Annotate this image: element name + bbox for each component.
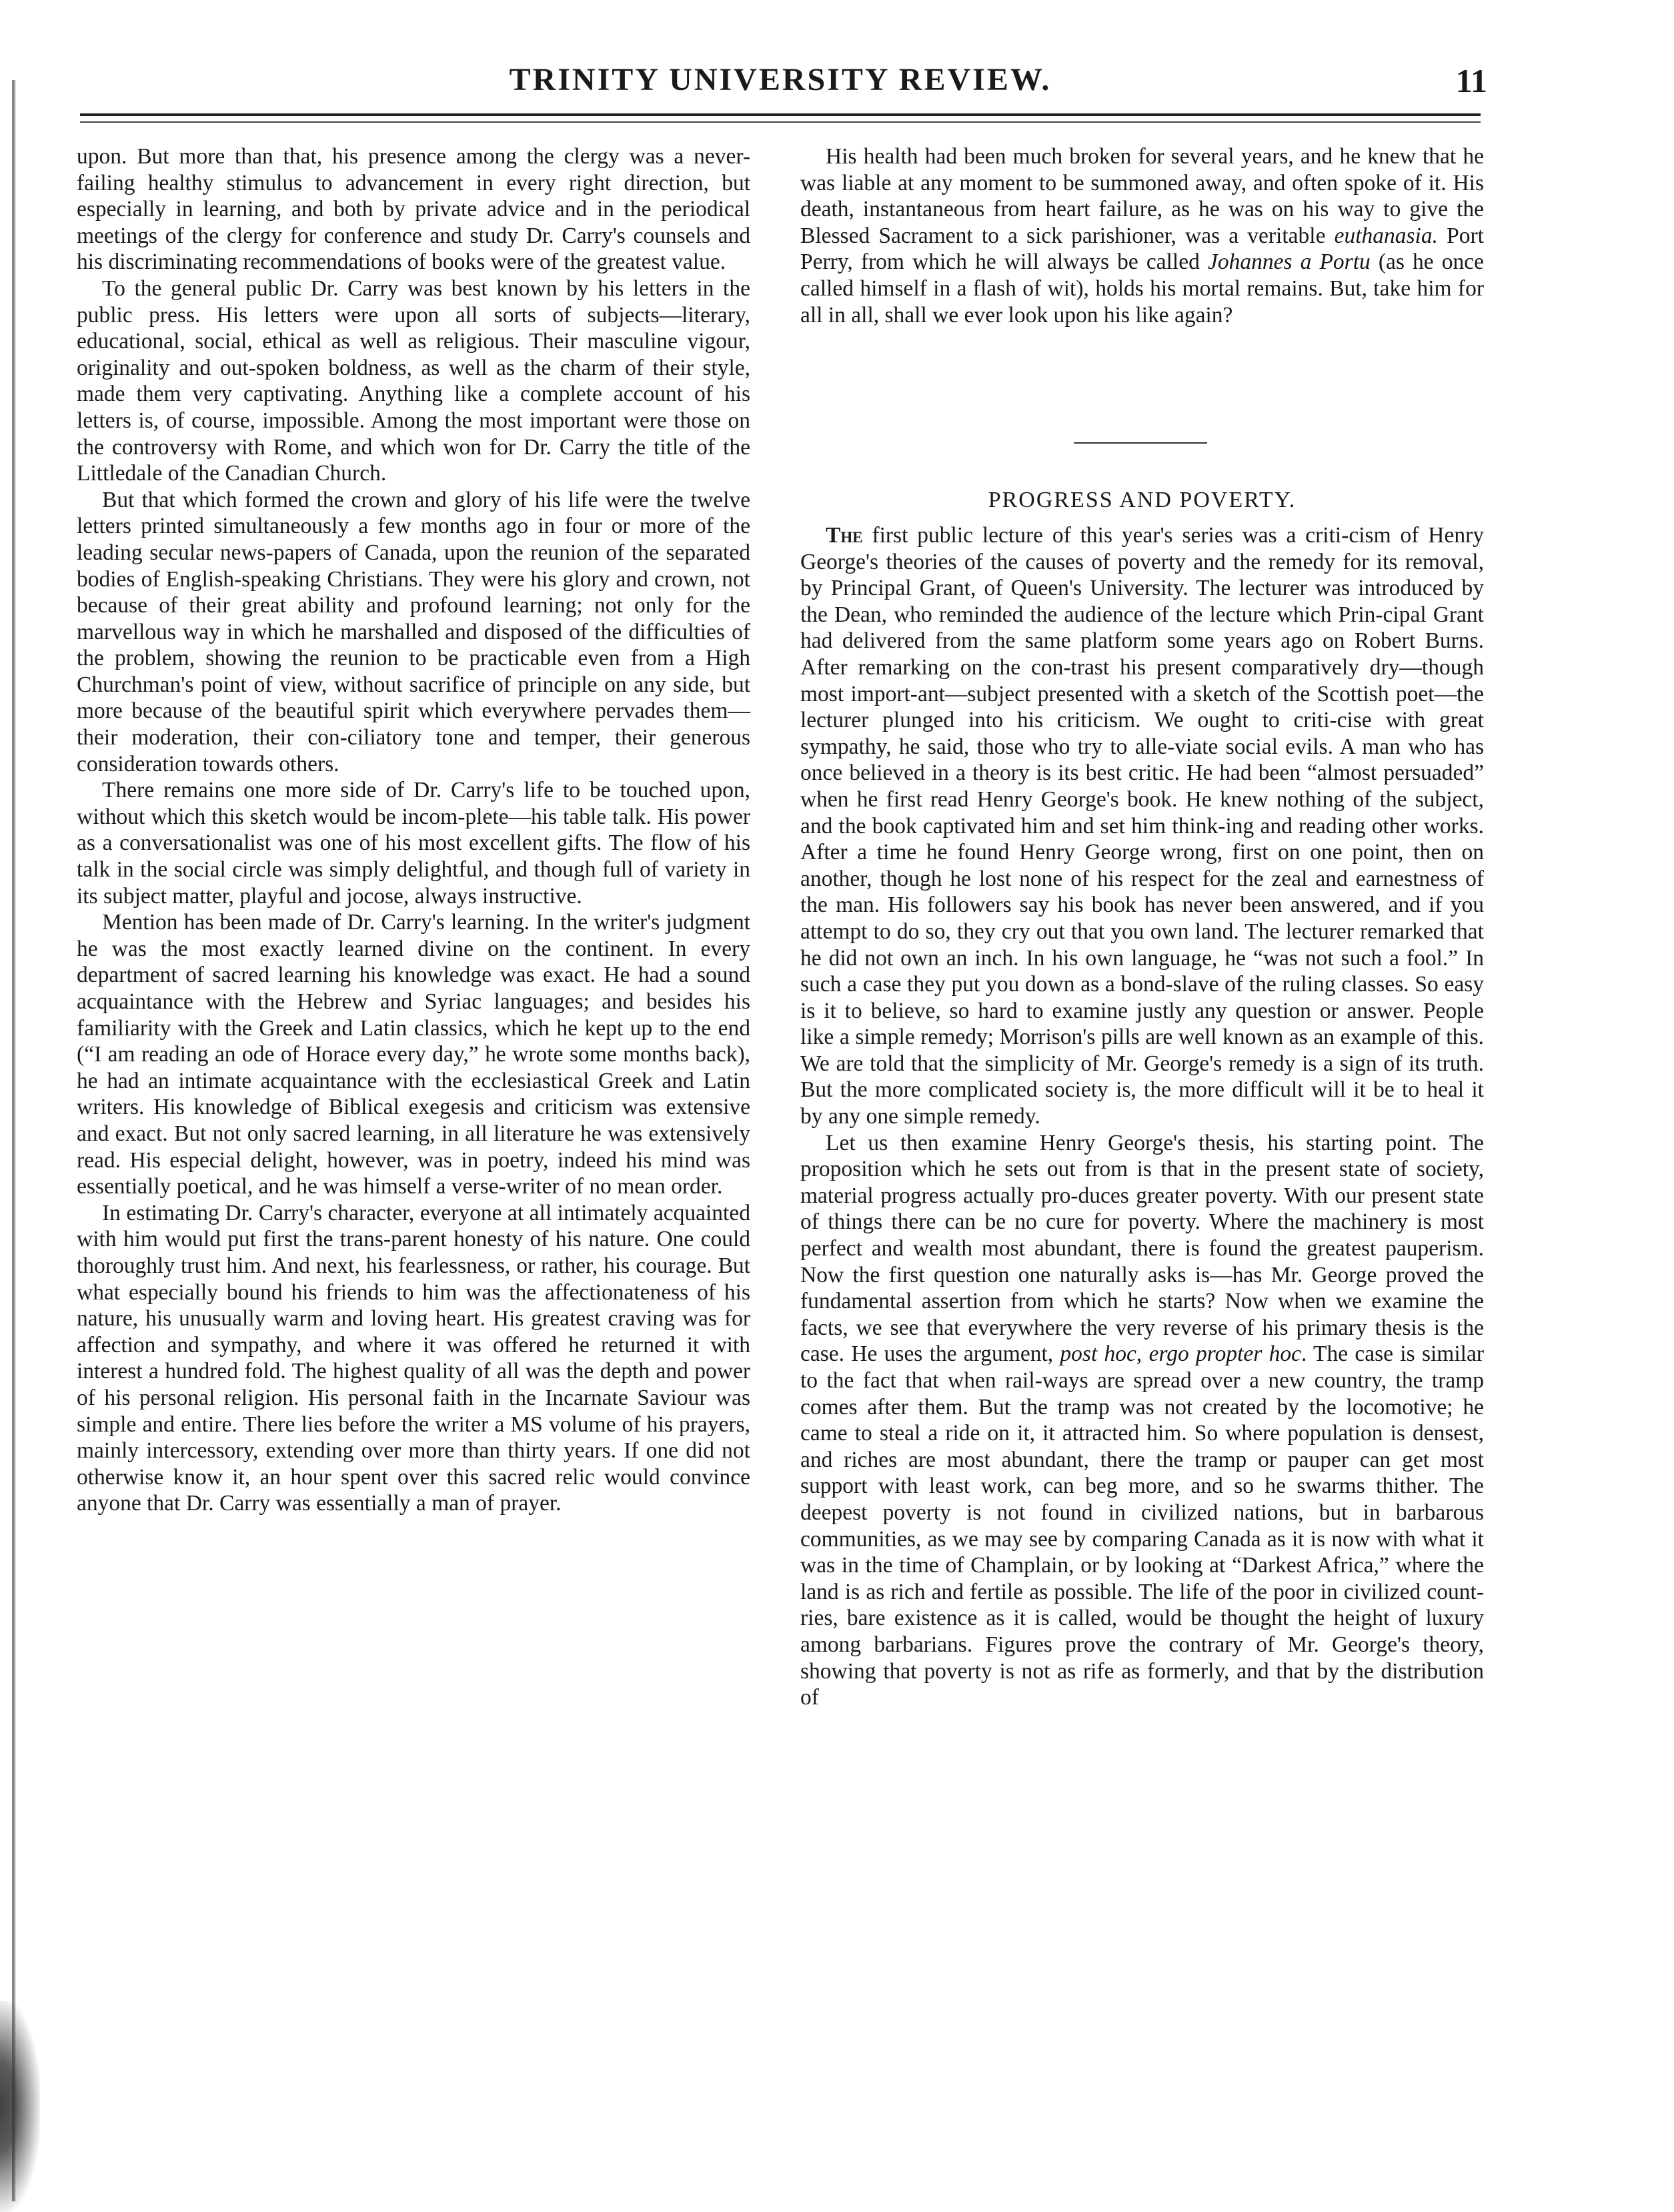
page-header: [73, 61, 1487, 108]
binding-shadow: [12, 80, 16, 2201]
obituary-closing-paragraph: [800, 143, 1484, 328]
italic-phrase: post hoc, ergo propter hoc: [1060, 1341, 1301, 1367]
text-run: . The case is similar to the fact that when rail-ways are spread over a new country, the tramp comes after them. But the tramp was not created by the locomotive; he came to steal a ride on it, it attracted him. So where population is densest, and riches are most abundant, there the tramp or pauper can get most support with least work, can beg more, and so he swarms thither. The deepest poverty is not found in civilized nations, but in barbarous communities, as we may see by comparing Canada as it is now with what it was in the time of Champlain, or by looking at “Darkest Africa,” where the land is as rich and fertile as possible. The life of the poor in civilized count-ries, bare existence as it is called, would be thought the height of luxury among barbarians. Figures prove the contrary of Mr. George's theory, showing that poverty is not as rife as formerly, and that by the distribution of: [800, 1341, 1484, 1710]
binding-blot: [0, 2001, 40, 2212]
text-run: (as he once called himself in a flash of wit), holds his mortal remains. But, take him for all in all, shall we ever look upon his like again?: [800, 249, 1484, 328]
left-paragraph: In estimating Dr. Carry's character, everyone at all intimately acquainted with him would put first the trans-parent honesty of his nature. One could thoroughly trust him. And next, his fearlessness, or rather, his courage. But what especially bound his friends to him was the affectionateness of his nature, his unusually warm and loving heart. His greatest craving was for affection and sympathy, and where it was offered he returned it with interest a hundred fold. The highest quality of all was the depth and power of his personal religion. His personal faith in the Incarnate Saviour was simple and entire. There lies before the writer a MS volume of his prayers, mainly intercessory, extending over more than thirty years. If one did not otherwise know it, an hour spent over this sacred relic would convince anyone that Dr. Carry was essentially a man of prayer.: [77, 1200, 750, 1516]
header-rule-thick: [80, 113, 1481, 116]
text-run: Let us then examine Henry George's thesis, his starting point. The proposition which he sets out from is that in the present state of society, material progress actually pro-duces greater poverty. With our present state of things there can be no cure for poverty. Where the machinery is most perfect and wealth most abundant, there is found the greatest pauperism. Now the first question one naturally asks is—has Mr. George proved the fundamental assertion from which he starts? Now when we examine the facts, we see that everywhere the very reverse of his primary thesis is the case. He uses the argument,: [800, 1130, 1484, 1367]
lead-word: The: [826, 523, 863, 548]
page-number: 11: [1455, 62, 1487, 99]
italic-name: Johannes a Portu: [1207, 249, 1371, 275]
lecture-paragraph: [800, 1130, 1484, 1711]
text-run: Port Perry, from which he will always be called: [800, 223, 1484, 275]
left-column: [77, 143, 750, 1517]
left-paragraph: Mention has been made of Dr. Carry's learning. In the writer's judgment he was the most exactly learned divine on the continent. In every department of sacred learning his knowledge was exact. He had a sound acquaintance with the Hebrew and Syriac languages; and besides his familiarity with the Greek and Latin classics, which he kept up to the end (“I am reading an ode of Horace every day,” he wrote some months back), he had an intimate acquaintance with the ecclesiastical Greek and Latin writers. His knowledge of Biblical exegesis and criticism was extensive and exact. But not only sacred learning, in all literature he was extensively read. His especial delight, however, was in poetry, indeed his mind was essentially poetical, and he was himself a verse-writer of no mean order.: [77, 910, 750, 1199]
left-paragraph: There remains one more side of Dr. Carry's life to be touched upon, without which this sketch would be incom-plete—his table talk. His power as a conversationalist was one of his most excellent gifts. The flow of his talk in the social circle was simply delightful, and though full of variety in its subject matter, playful and jocose, always instructive.: [77, 778, 750, 909]
header-rule-thin: [80, 121, 1481, 123]
lecture-report-block: [800, 522, 1484, 1711]
section-divider: [1074, 442, 1207, 444]
text-run: His health had been much broken for several years, and he knew that he was liable at any moment to be summoned away, and often spoke of it. His death, instantaneous from heart failure, as he was on his way to give the Blessed Sacrament to a sick parishioner, was a veritable: [800, 144, 1484, 248]
text-run: first public lecture of this year's series was a criti-cism of Henry George's theories of the causes of poverty and the remedy for its removal, by Principal Grant, of Queen's University. The lecturer was introduced by the Dean, who reminded the audience of the lecture which Prin-cipal Grant had delivered from the same platform some years ago on Robert Burns. After remarking on the con-trast his present comparatively dry—though most import-ant—subject presented with a sketch of the Scottish poet—the lecturer plunged into his criticism. We ought to criti-cise with great sympathy, he said, those who try to alle-viate social evils. A man who has once believed in a theory is its best critic. He had been “almost persuaded” when he first read Henry George's book. He knew nothing of the subject, and the book captivated him and set him think-ing and reading other works. After a time he found Henry George wrong, first on one point, then on another, though he lost none of his respect for the zeal and earnestness of the man. His followers say his book has never been answered, and if you attempt to do so, they cry out that you own land. The lecturer remarked that he did not own an inch. In his own language, he “was not such a fool.” In such a case they put you down as a bond-slave of the ruling classes. So easy is it to believe, so hard to examine justly any question or answer. People like a simple remedy; Morrison's pills are well known as an example of this. We are told that the simplicity of Mr. George's remedy is a sign of its truth. But the more complicated society is, the more difficult will it be to heal it by any one simple remedy.: [800, 523, 1484, 1129]
italic-term: euthanasia.: [1334, 223, 1438, 248]
left-paragraph: But that which formed the crown and glory of his life were the twelve letters printed simultaneously a few months ago in four or more of the leading secular news-papers of Canada, upon the reunion of the separated bodies of English-speaking Christians. They were his glory and crown, not because of their great ability and profound learning; not only for the marvellous way in which he marshalled and disposed of the difficulties of the problem, showing the reunion to be practicable even from a High Churchman's point of view, without sacrifice of principle on any side, but more because of the beautiful spirit which everywhere pervades them—their moderation, their con-ciliatory tone and temper, their generous consideration towards others.: [77, 487, 750, 776]
section-title: PROGRESS AND POVERTY.: [988, 488, 1297, 512]
left-paragraph: To the general public Dr. Carry was best known by his letters in the public press. His letters were upon all sorts of subjects—literary, educational, social, ethical as well as religious. Their masculine vigour, originality and out-spoken boldness, as well as the charm of their style, made them very captivating. Anything like a complete account of his letters is, of course, impossible. Among the most important were those on the controversy with Rome, and which won for Dr. Carry the title of the Littledale of the Canadian Church.: [77, 275, 750, 486]
obituary-closing-block: [800, 143, 1484, 328]
running-title: TRINITY UNIVERSITY REVIEW.: [509, 62, 1052, 97]
left-paragraph: upon. But more than that, his presence among the clergy was a never-failing healthy stimulus to advancement in every right direction, but especially in learning, and both by private advice and in the periodical meetings of the clergy for conference and study Dr. Carry's counsels and his discriminating recommendations of books were of the greatest value.: [77, 144, 750, 275]
lecture-paragraph: [800, 522, 1484, 1130]
